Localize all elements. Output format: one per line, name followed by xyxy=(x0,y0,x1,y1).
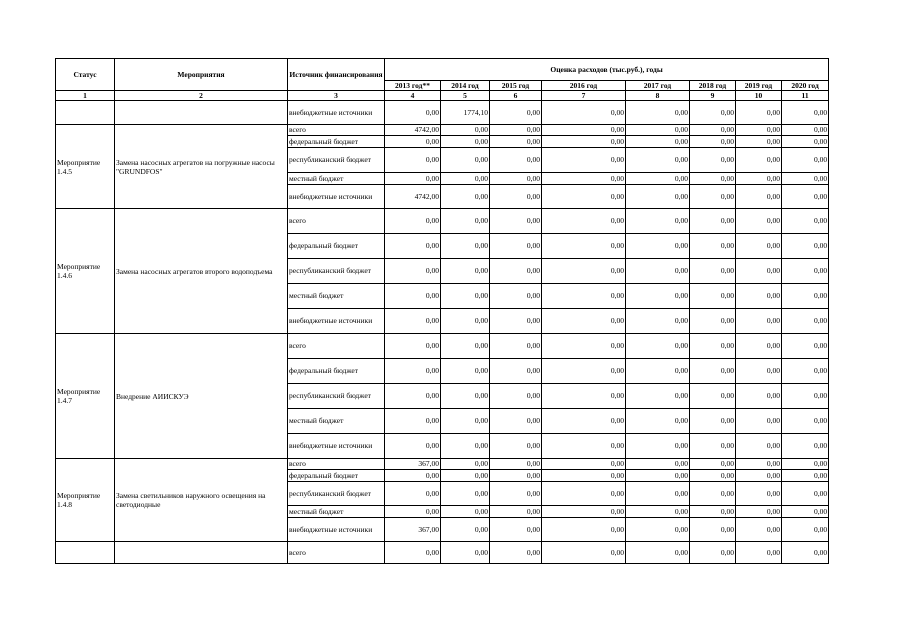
value-cell: 0,00 xyxy=(736,284,782,309)
value-cell: 0,00 xyxy=(441,136,490,148)
source-cell: республиканский бюджет xyxy=(288,384,385,409)
table-row xyxy=(56,101,829,125)
value-cell: 0,00 xyxy=(490,434,542,459)
column-index: 8 xyxy=(626,91,690,101)
value-cell: 0,00 xyxy=(736,334,782,359)
header-source: Источник финансирования xyxy=(288,59,385,91)
status-cell: Мероприятие 1.4.8 xyxy=(56,459,115,542)
value-cell: 0,00 xyxy=(626,409,690,434)
header-year: 2013 год** xyxy=(385,81,441,91)
value-cell: 0,00 xyxy=(542,518,626,542)
value-cell: 0,00 xyxy=(626,185,690,209)
value-cell: 0,00 xyxy=(626,459,690,470)
value-cell: 0,00 xyxy=(782,309,829,334)
value-cell: 0,00 xyxy=(490,482,542,506)
value-cell: 0,00 xyxy=(690,125,736,136)
value-cell: 0,00 xyxy=(441,409,490,434)
value-cell: 0,00 xyxy=(385,148,441,173)
value-cell: 0,00 xyxy=(490,334,542,359)
value-cell: 0,00 xyxy=(490,284,542,309)
column-index: 4 xyxy=(385,91,441,101)
column-index: 10 xyxy=(736,91,782,101)
column-index: 6 xyxy=(490,91,542,101)
value-cell: 0,00 xyxy=(782,148,829,173)
value-cell: 0,00 xyxy=(690,459,736,470)
value-cell: 0,00 xyxy=(782,173,829,185)
value-cell: 0,00 xyxy=(690,542,736,564)
source-cell: всего xyxy=(288,459,385,470)
value-cell: 0,00 xyxy=(782,136,829,148)
value-cell: 0,00 xyxy=(490,470,542,482)
value-cell: 0,00 xyxy=(626,506,690,518)
value-cell: 0,00 xyxy=(490,101,542,125)
source-cell: федеральный бюджет xyxy=(288,136,385,148)
value-cell: 0,00 xyxy=(441,506,490,518)
value-cell: 0,00 xyxy=(782,234,829,259)
value-cell: 0,00 xyxy=(385,284,441,309)
value-cell: 0,00 xyxy=(441,173,490,185)
value-cell: 0,00 xyxy=(736,384,782,409)
value-cell: 0,00 xyxy=(736,542,782,564)
value-cell: 0,00 xyxy=(626,309,690,334)
value-cell: 0,00 xyxy=(385,234,441,259)
value-cell: 0,00 xyxy=(385,173,441,185)
source-cell: внебюджетные источники xyxy=(288,309,385,334)
value-cell: 0,00 xyxy=(441,148,490,173)
value-cell: 0,00 xyxy=(736,359,782,384)
value-cell: 0,00 xyxy=(690,136,736,148)
value-cell: 0,00 xyxy=(385,542,441,564)
value-cell: 0,00 xyxy=(441,359,490,384)
value-cell: 0,00 xyxy=(736,309,782,334)
event-cell: Замена насосных агрегатов второго водоподъема xyxy=(115,209,288,334)
header-costs: Оценка расходов (тыс.руб.), годы xyxy=(385,59,829,81)
source-cell: внебюджетные источники xyxy=(288,185,385,209)
value-cell: 0,00 xyxy=(490,506,542,518)
value-cell: 0,00 xyxy=(441,434,490,459)
column-index: 5 xyxy=(441,91,490,101)
source-cell: федеральный бюджет xyxy=(288,470,385,482)
value-cell: 0,00 xyxy=(626,542,690,564)
value-cell: 0,00 xyxy=(736,173,782,185)
table-row xyxy=(56,542,829,564)
value-cell: 0,00 xyxy=(385,101,441,125)
value-cell: 0,00 xyxy=(626,173,690,185)
value-cell: 0,00 xyxy=(782,334,829,359)
value-cell: 0,00 xyxy=(385,384,441,409)
value-cell: 0,00 xyxy=(441,542,490,564)
column-index: 2 xyxy=(115,91,288,101)
value-cell: 0,00 xyxy=(782,185,829,209)
value-cell: 0,00 xyxy=(690,506,736,518)
value-cell: 0,00 xyxy=(690,434,736,459)
source-cell: местный бюджет xyxy=(288,409,385,434)
value-cell: 0,00 xyxy=(542,284,626,309)
source-cell: местный бюджет xyxy=(288,284,385,309)
header-year: 2020 год xyxy=(782,81,829,91)
value-cell: 0,00 xyxy=(736,148,782,173)
value-cell: 0,00 xyxy=(490,359,542,384)
value-cell: 0,00 xyxy=(626,259,690,284)
source-cell: всего xyxy=(288,334,385,359)
value-cell: 0,00 xyxy=(542,409,626,434)
value-cell: 0,00 xyxy=(626,434,690,459)
value-cell: 0,00 xyxy=(690,482,736,506)
column-index: 3 xyxy=(288,91,385,101)
table-row xyxy=(56,334,829,359)
value-cell: 0,00 xyxy=(690,470,736,482)
header-year: 2018 год xyxy=(690,81,736,91)
value-cell: 4742,00 xyxy=(385,125,441,136)
value-cell: 0,00 xyxy=(690,334,736,359)
value-cell: 0,00 xyxy=(490,409,542,434)
value-cell: 0,00 xyxy=(441,459,490,470)
value-cell: 0,00 xyxy=(490,518,542,542)
event-cell: Замена насосных агрегатов на погружные насосы "GRUNDFOS" xyxy=(115,125,288,209)
value-cell: 0,00 xyxy=(441,234,490,259)
value-cell: 0,00 xyxy=(736,506,782,518)
column-index: 9 xyxy=(690,91,736,101)
value-cell: 0,00 xyxy=(542,309,626,334)
value-cell: 0,00 xyxy=(385,309,441,334)
value-cell: 0,00 xyxy=(490,459,542,470)
value-cell: 0,00 xyxy=(690,173,736,185)
value-cell: 0,00 xyxy=(626,136,690,148)
header-year: 2014 год xyxy=(441,81,490,91)
value-cell: 0,00 xyxy=(441,384,490,409)
value-cell: 0,00 xyxy=(690,284,736,309)
value-cell: 0,00 xyxy=(782,101,829,125)
column-index: 1 xyxy=(56,91,115,101)
value-cell: 0,00 xyxy=(385,136,441,148)
value-cell: 0,00 xyxy=(626,359,690,384)
status-cell: Мероприятие 1.4.5 xyxy=(56,125,115,209)
source-cell: местный бюджет xyxy=(288,173,385,185)
source-cell: всего xyxy=(288,542,385,564)
source-cell: республиканский бюджет xyxy=(288,148,385,173)
header-year: 2016 год xyxy=(542,81,626,91)
value-cell: 0,00 xyxy=(626,148,690,173)
value-cell: 0,00 xyxy=(782,284,829,309)
value-cell: 0,00 xyxy=(542,459,626,470)
value-cell: 0,00 xyxy=(542,125,626,136)
event-cell xyxy=(115,101,288,125)
event-cell xyxy=(115,542,288,564)
value-cell: 0,00 xyxy=(441,334,490,359)
value-cell: 0,00 xyxy=(782,459,829,470)
value-cell: 0,00 xyxy=(626,334,690,359)
value-cell: 0,00 xyxy=(736,101,782,125)
source-cell: внебюджетные источники xyxy=(288,518,385,542)
value-cell: 0,00 xyxy=(690,148,736,173)
source-cell: местный бюджет xyxy=(288,506,385,518)
value-cell: 0,00 xyxy=(441,309,490,334)
value-cell: 0,00 xyxy=(490,384,542,409)
source-cell: федеральный бюджет xyxy=(288,359,385,384)
value-cell: 0,00 xyxy=(626,125,690,136)
value-cell: 0,00 xyxy=(782,384,829,409)
table-row xyxy=(56,125,829,136)
value-cell: 0,00 xyxy=(782,209,829,234)
source-cell: внебюджетные источники xyxy=(288,101,385,125)
event-cell: Внедрение АИИСКУЭ xyxy=(115,334,288,459)
value-cell: 0,00 xyxy=(542,384,626,409)
value-cell: 0,00 xyxy=(736,234,782,259)
value-cell: 0,00 xyxy=(782,518,829,542)
value-cell: 4742,00 xyxy=(385,185,441,209)
value-cell: 0,00 xyxy=(690,309,736,334)
column-index: 7 xyxy=(542,91,626,101)
value-cell: 0,00 xyxy=(736,482,782,506)
value-cell: 0,00 xyxy=(385,359,441,384)
status-cell: Мероприятие 1.4.6 xyxy=(56,209,115,334)
value-cell: 0,00 xyxy=(542,482,626,506)
value-cell: 0,00 xyxy=(542,136,626,148)
value-cell: 0,00 xyxy=(626,384,690,409)
value-cell: 0,00 xyxy=(626,482,690,506)
value-cell: 0,00 xyxy=(441,284,490,309)
header-year: 2015 год xyxy=(490,81,542,91)
value-cell: 0,00 xyxy=(782,470,829,482)
value-cell: 0,00 xyxy=(736,409,782,434)
value-cell: 0,00 xyxy=(490,542,542,564)
status-cell xyxy=(56,542,115,564)
value-cell: 0,00 xyxy=(385,482,441,506)
table-row xyxy=(56,209,829,234)
value-cell: 0,00 xyxy=(542,173,626,185)
value-cell: 0,00 xyxy=(441,482,490,506)
value-cell: 0,00 xyxy=(490,309,542,334)
value-cell: 0,00 xyxy=(782,506,829,518)
value-cell: 0,00 xyxy=(490,148,542,173)
source-cell: всего xyxy=(288,125,385,136)
source-cell: всего xyxy=(288,209,385,234)
value-cell: 0,00 xyxy=(385,506,441,518)
value-cell: 0,00 xyxy=(782,542,829,564)
value-cell: 0,00 xyxy=(690,518,736,542)
value-cell: 0,00 xyxy=(385,470,441,482)
value-cell: 0,00 xyxy=(542,470,626,482)
value-cell: 0,00 xyxy=(736,259,782,284)
value-cell: 0,00 xyxy=(782,259,829,284)
value-cell: 0,00 xyxy=(441,518,490,542)
column-index: 11 xyxy=(782,91,829,101)
value-cell: 0,00 xyxy=(736,470,782,482)
value-cell: 0,00 xyxy=(490,136,542,148)
value-cell: 0,00 xyxy=(690,209,736,234)
expenses-table xyxy=(55,58,829,564)
source-cell: внебюджетные источники xyxy=(288,434,385,459)
value-cell: 0,00 xyxy=(690,409,736,434)
header-status: Статус xyxy=(56,59,115,91)
value-cell: 0,00 xyxy=(542,259,626,284)
value-cell: 0,00 xyxy=(626,234,690,259)
value-cell: 0,00 xyxy=(626,209,690,234)
header-year: 2019 год xyxy=(736,81,782,91)
source-cell: федеральный бюджет xyxy=(288,234,385,259)
value-cell: 0,00 xyxy=(626,518,690,542)
value-cell: 0,00 xyxy=(490,173,542,185)
value-cell: 0,00 xyxy=(736,518,782,542)
value-cell: 0,00 xyxy=(690,101,736,125)
value-cell: 0,00 xyxy=(441,209,490,234)
value-cell: 0,00 xyxy=(490,185,542,209)
value-cell: 0,00 xyxy=(385,434,441,459)
value-cell: 0,00 xyxy=(542,148,626,173)
value-cell: 0,00 xyxy=(441,470,490,482)
table-row xyxy=(56,459,829,470)
value-cell: 0,00 xyxy=(782,125,829,136)
value-cell: 0,00 xyxy=(626,470,690,482)
source-cell: республиканский бюджет xyxy=(288,259,385,284)
value-cell: 0,00 xyxy=(490,125,542,136)
value-cell: 0,00 xyxy=(542,542,626,564)
source-cell: республиканский бюджет xyxy=(288,482,385,506)
value-cell: 0,00 xyxy=(690,185,736,209)
value-cell: 0,00 xyxy=(542,434,626,459)
value-cell: 0,00 xyxy=(542,185,626,209)
value-cell: 0,00 xyxy=(542,234,626,259)
value-cell: 0,00 xyxy=(736,209,782,234)
value-cell: 0,00 xyxy=(542,506,626,518)
header-event: Мероприятия xyxy=(115,59,288,91)
value-cell: 0,00 xyxy=(626,101,690,125)
value-cell: 1774,10 xyxy=(441,101,490,125)
value-cell: 0,00 xyxy=(385,334,441,359)
table-body xyxy=(56,101,829,564)
value-cell: 0,00 xyxy=(441,185,490,209)
value-cell: 0,00 xyxy=(736,459,782,470)
value-cell: 0,00 xyxy=(736,185,782,209)
value-cell: 367,00 xyxy=(385,518,441,542)
value-cell: 0,00 xyxy=(736,136,782,148)
value-cell: 0,00 xyxy=(490,259,542,284)
header-year: 2017 год xyxy=(626,81,690,91)
value-cell: 0,00 xyxy=(782,409,829,434)
value-cell: 367,00 xyxy=(385,459,441,470)
value-cell: 0,00 xyxy=(690,359,736,384)
value-cell: 0,00 xyxy=(782,482,829,506)
value-cell: 0,00 xyxy=(441,125,490,136)
value-cell: 0,00 xyxy=(542,209,626,234)
status-cell xyxy=(56,101,115,125)
value-cell: 0,00 xyxy=(782,434,829,459)
value-cell: 0,00 xyxy=(690,259,736,284)
event-cell: Замена светильников наружного освещения на светодиодные xyxy=(115,459,288,542)
value-cell: 0,00 xyxy=(542,359,626,384)
value-cell: 0,00 xyxy=(385,259,441,284)
value-cell: 0,00 xyxy=(690,384,736,409)
value-cell: 0,00 xyxy=(490,209,542,234)
value-cell: 0,00 xyxy=(441,259,490,284)
value-cell: 0,00 xyxy=(782,359,829,384)
status-cell: Мероприятие 1.4.7 xyxy=(56,334,115,459)
value-cell: 0,00 xyxy=(626,284,690,309)
value-cell: 0,00 xyxy=(736,434,782,459)
value-cell: 0,00 xyxy=(385,409,441,434)
value-cell: 0,00 xyxy=(385,209,441,234)
value-cell: 0,00 xyxy=(736,125,782,136)
value-cell: 0,00 xyxy=(542,334,626,359)
value-cell: 0,00 xyxy=(542,101,626,125)
value-cell: 0,00 xyxy=(690,234,736,259)
value-cell: 0,00 xyxy=(490,234,542,259)
